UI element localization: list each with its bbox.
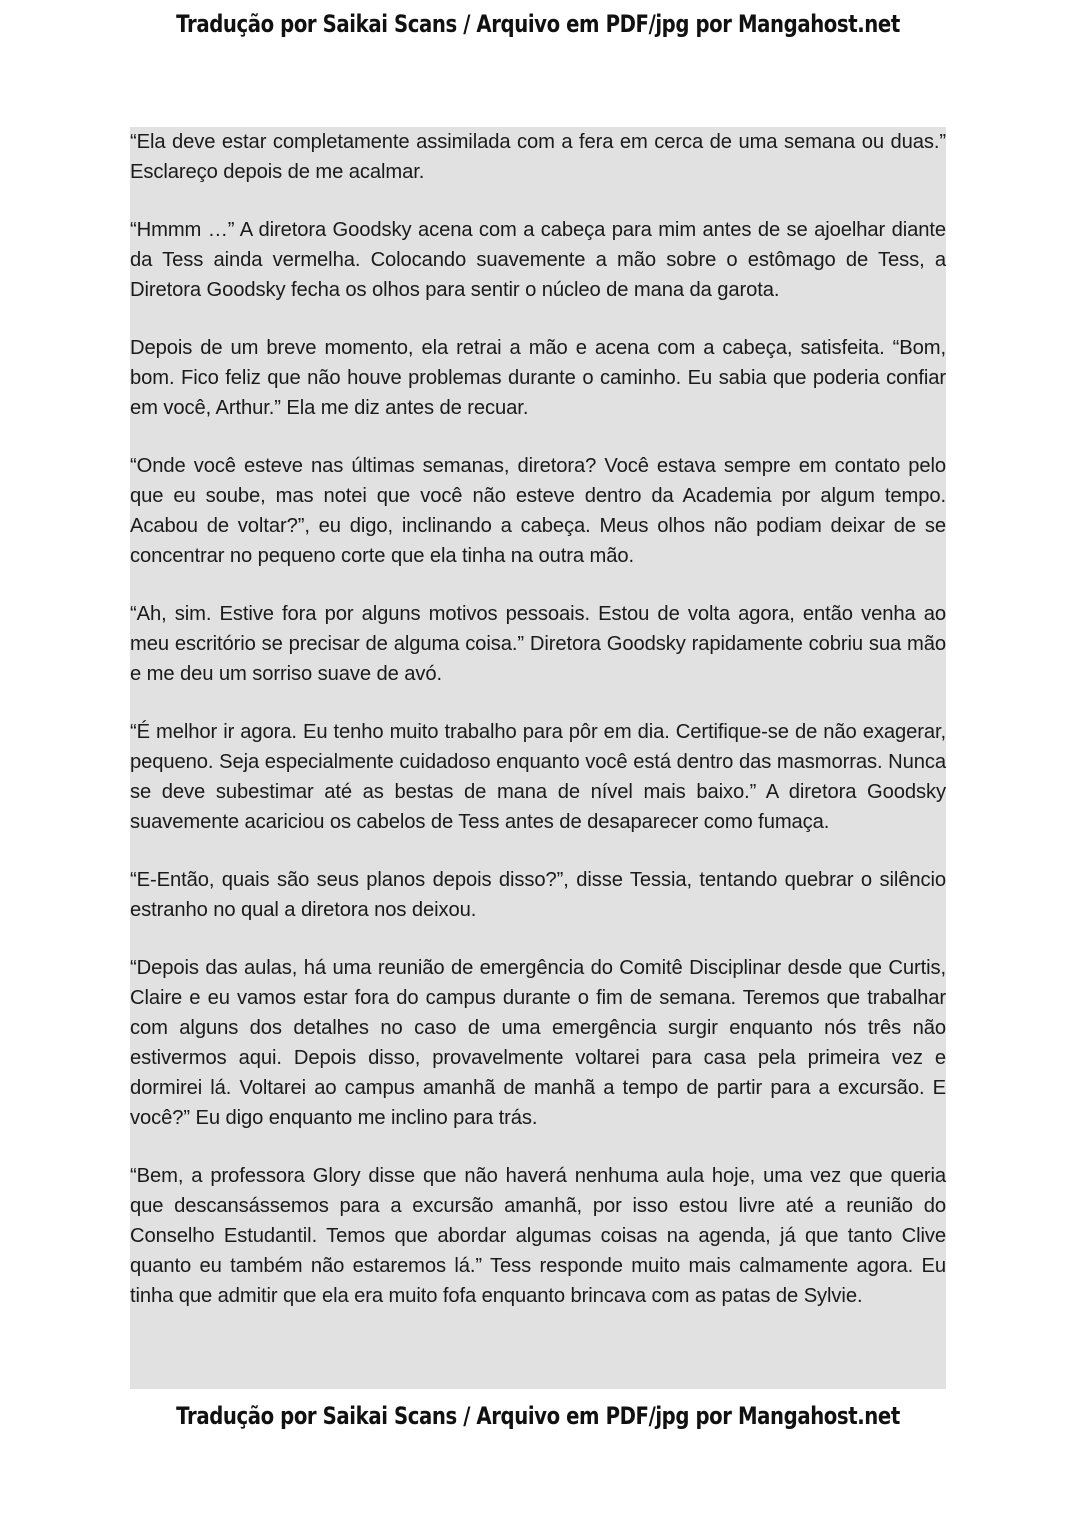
paragraph-3: Depois de um breve momento, ela retrai a mão e acena com a cabeça, satisfeita. “Bom, bom. Fico feliz que não houve problemas durante o caminho. Eu sabia que poderia confiar em você, Arthur.” Ela me diz antes de recuar. bbox=[130, 337, 946, 419]
paragraph-1: “Ela deve estar completamente assimilada com a fera em cerca de uma semana ou duas.” Esclareço depois de me acalmar. bbox=[130, 131, 946, 183]
paragraph-5: “Ah, sim. Estive fora por alguns motivos pessoais. Estou de volta agora, então venha ao meu escritório se precisar de alguma coisa.” Diretora Goodsky rapidamente cobriu sua mão e me deu um sorriso suave de avó. bbox=[130, 603, 946, 685]
paragraph-9: “Bem, a professora Glory disse que não haverá nenhuma aula hoje, uma vez que queria que descansássemos para a excursão amanhã, por isso estou livre até a reunião do Conselho Estudantil. Temos que abordar algumas coisas na agenda, já que tanto Clive quanto eu também não estaremos lá.” Tess responde muito mais calmamente agora. Eu tinha que admitir que ela era muito fofa enquanto brincava com as patas de Sylvie. bbox=[130, 1165, 946, 1307]
paragraph-8: “Depois das aulas, há uma reunião de emergência do Comitê Disciplinar desde que Curtis, Claire e eu vamos estar fora do campus durante o fim de semana. Teremos que trabalhar com alguns dos detalhes no caso de uma emergência surgir enquanto nós três não estivermos aqui. Depois disso, provavelmente voltarei para casa pela primeira vez e dormirei lá. Voltarei ao campus amanhã de manhã a tempo de partir para a excursão. E você?” Eu digo enquanto me inclino para trás. bbox=[130, 957, 946, 1129]
paragraph-2: “Hmmm …” A diretora Goodsky acena com a cabeça para mim antes de se ajoelhar diante da Tess ainda vermelha. Colocando suavemente a mão sobre o estômago de Tess, a Diretora Goodsky fecha os olhos para sentir o núcleo de mana da garota. bbox=[130, 219, 946, 301]
paragraph-6: “É melhor ir agora. Eu tenho muito trabalho para pôr em dia. Certifique-se de não exagerar, pequeno. Seja especialmente cuidadoso enquanto você está dentro das masmorras. Nunca se deve subestimar até as bestas de mana de nível mais baixo.” A diretora Goodsky suavemente acariciou os cabelos de Tess antes de desaparecer como fumaça. bbox=[130, 721, 946, 833]
footer-credit-banner: Tradução por Saikai Scans / Arquivo em PDF/jpg por Mangahost.net bbox=[176, 1402, 900, 1430]
paragraph-7: “E-Então, quais são seus planos depois disso?”, disse Tessia, tentando quebrar o silêncio estranho no qual a diretora nos deixou. bbox=[130, 869, 946, 921]
page-text-block bbox=[130, 127, 946, 1389]
header-credit-banner: Tradução por Saikai Scans / Arquivo em PDF/jpg por Mangahost.net bbox=[176, 10, 900, 38]
paragraph-4: “Onde você esteve nas últimas semanas, diretora? Você estava sempre em contato pelo que eu soube, mas notei que você não esteve dentro da Academia por algum tempo. Acabou de voltar?”, eu digo, inclinando a cabeça. Meus olhos não podiam deixar de se concentrar no pequeno corte que ela tinha na outra mão. bbox=[130, 455, 946, 567]
